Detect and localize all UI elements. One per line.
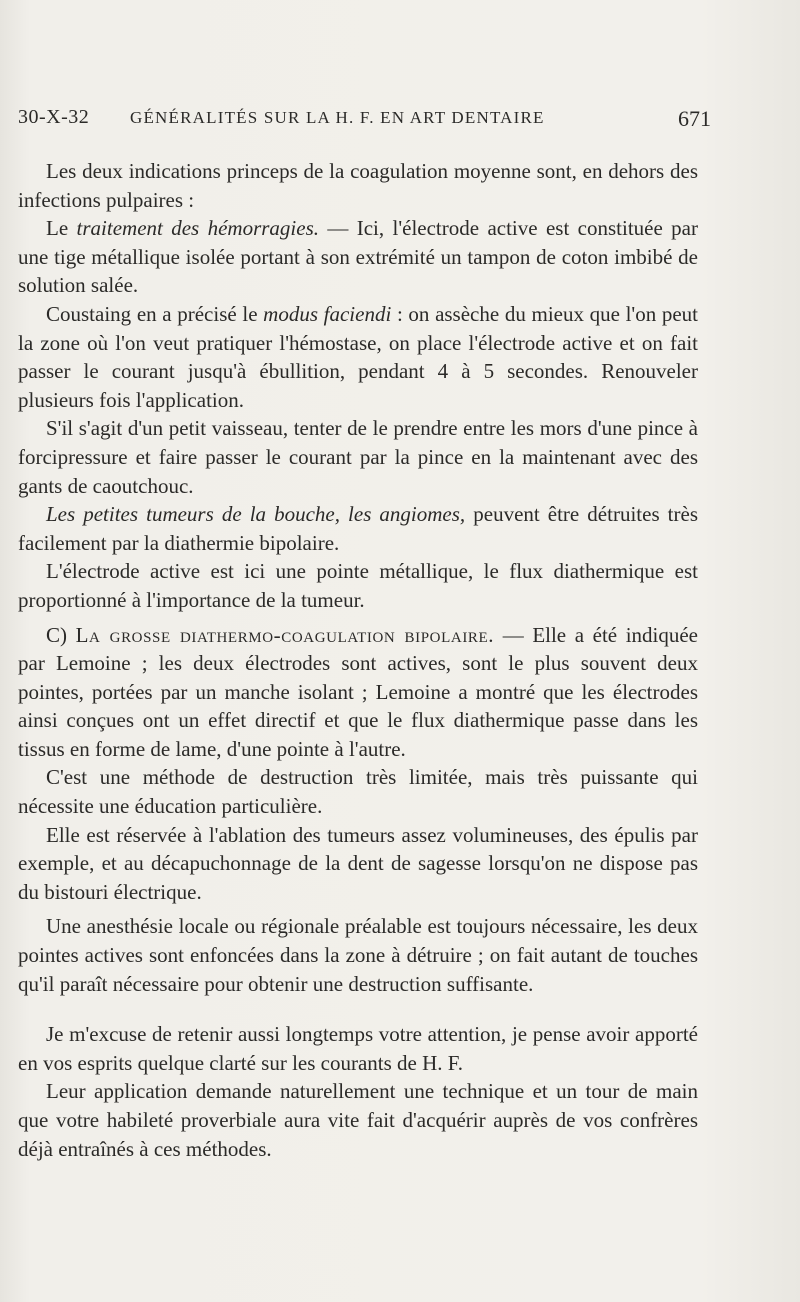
paragraph-9: Elle est réservée à l'ablation des tumeurs assez volumineuses, des épulis par exemple, et au décapuchonnage de la dent de sagesse lorsqu'on ne dispose pas du bistouri électrique. [18,822,698,904]
paragraph-5: Les petites tumeurs de la bouche, les angiomes, peuvent être détruites très facilement par la diathermie bipolaire. [18,502,698,555]
section-heading: La grosse diathermo-coagulation bipolaire. [75,622,495,647]
paragraph-7: C) La grosse diathermo-coagulation bipolaire. — Elle a été indiquée par Lemoine ; les deux électrodes sont actives, sont le plus souvent deux pointes, portées par un manche isolant ; Lemoine a montré que les électrodes ainsi conçues ont un effet directif et que le flux diathermique passe dans les tissus en forme de lame, d'une pointe à l'autre. [18,622,698,761]
emphasis-text: modus faciendi [263,301,392,326]
header-date: 30-X-32 [18,106,90,128]
paragraph-3: Coustaing en a précisé le modus faciendi : on assèche du mieux que l'on peut la zone où l'on veut pratiquer l'hémostase, on place l'électrode active et on fait passer le courant jusqu'à ébullition, pendant 4 à 5 secondes. Renouveler plusieurs fois l'application. [18,301,699,412]
paragraph-6: L'électrode active est ici une pointe métallique, le flux diathermique est proportionné à l'importance de la tumeur. [18,559,698,612]
page-number: 671 [678,106,711,131]
paragraph-10: Une anesthésie locale ou régionale préalable est toujours nécessaire, les deux pointes actives sont enfoncées dans la zone à détruire ; on fait autant de touches qu'il paraît nécessaire pour obtenir une destruction suffisante. [18,914,698,996]
paragraph-11: Je m'excuse de retenir aussi longtemps votre attention, je pense avoir apporté en vos esprits quelque clarté sur les courants de H. F. [18,1022,698,1075]
page-body [18,157,698,1163]
paragraph-8: C'est une méthode de destruction très limitée, mais très puissante qui nécessite une éducation particulière. [18,765,698,819]
header-title: GÉNÉRALITÉS SUR LA H. F. EN ART DENTAIRE [130,108,545,127]
running-header [18,106,711,136]
paragraph-1: Les deux indications princeps de la coagulation moyenne sont, en dehors des infections pulpaires : [18,159,698,212]
emphasis-text: Les petites tumeurs de la bouche, les angiomes, [46,502,466,527]
paragraph-12: Leur application demande naturellement une technique et un tour de main que votre habileté proverbiale aura vite fait d'acquérir auprès de vos confrères déjà entraînés à ces méthodes. [18,1079,698,1161]
paragraph-4: S'il s'agit d'un petit vaisseau, tenter de le prendre entre les mors d'une pince à forcipressure et faire passer le courant par la pince en la maintenant avec des gants de caoutchouc. [18,416,698,498]
emphasis-text: traitement des hémorragies. [76,216,319,241]
paragraph-2: Le traitement des hémorragies. — Ici, l'électrode active est constituée par une tige métallique isolée portant à son extrémité un tampon de coton imbibé de solution salée. [18,216,698,298]
